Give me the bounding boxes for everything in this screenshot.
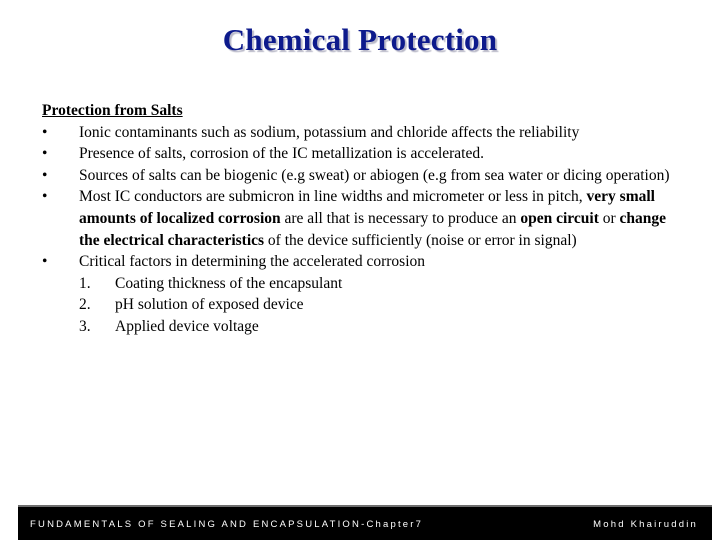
- text-run: Most IC conductors are submicron in line widths and micrometer or less in pitch,: [79, 188, 587, 206]
- footer-bar: [18, 505, 712, 540]
- bullet-item: [42, 143, 682, 165]
- text-run: are all that is necessary to produce an: [280, 209, 521, 227]
- item-number: 1.: [79, 274, 91, 292]
- item-number: 3.: [79, 317, 91, 335]
- slide-body: [42, 100, 682, 338]
- numbered-item: [42, 316, 682, 338]
- footer-author: Mohd Khairuddin: [593, 519, 698, 530]
- bullet-text: Presence of salts, corrosion of the IC metallization is accelerated.: [79, 145, 484, 163]
- numbered-item: [42, 294, 682, 316]
- item-number: 2.: [79, 296, 91, 314]
- item-text: Applied device voltage: [115, 317, 259, 335]
- text-run: of the device sufficiently (noise or error in signal): [264, 231, 577, 249]
- bullet-icon: •: [42, 166, 48, 184]
- bullet-item: [42, 251, 682, 273]
- section-heading: Protection from Salts: [42, 102, 183, 119]
- numbered-item: [42, 273, 682, 295]
- bullet-icon: •: [42, 253, 48, 271]
- bullet-text: Sources of salts can be biogenic (e.g sweat) or abiogen (e.g from sea water or dicing operation): [79, 166, 670, 184]
- bullet-icon: •: [42, 145, 48, 163]
- bullet-item: [42, 186, 682, 251]
- emphasis-text: open circuit: [520, 209, 599, 227]
- bullet-icon: •: [42, 188, 48, 206]
- bullet-icon: •: [42, 123, 48, 141]
- item-text: pH solution of exposed device: [115, 296, 304, 314]
- bullet-item: [42, 122, 682, 144]
- bullet-text: Critical factors in determining the accelerated corrosion: [79, 253, 426, 271]
- text-run: or: [598, 209, 620, 227]
- footer-course-title: FUNDAMENTALS OF SEALING AND ENCAPSULATION-Chapter7: [30, 519, 424, 530]
- bullet-item: [42, 165, 682, 187]
- emphasis-text: very small amounts of localized corrosion: [79, 188, 655, 227]
- item-text: Coating thickness of the encapsulant: [115, 274, 343, 292]
- bullet-text: [79, 186, 682, 251]
- bullet-text: Ionic contaminants such as sodium, potassium and chloride affects the reliability: [79, 123, 580, 141]
- slide-title: Chemical Protection: [222, 22, 498, 57]
- emphasis-text: change the electrical characteristics: [79, 209, 667, 249]
